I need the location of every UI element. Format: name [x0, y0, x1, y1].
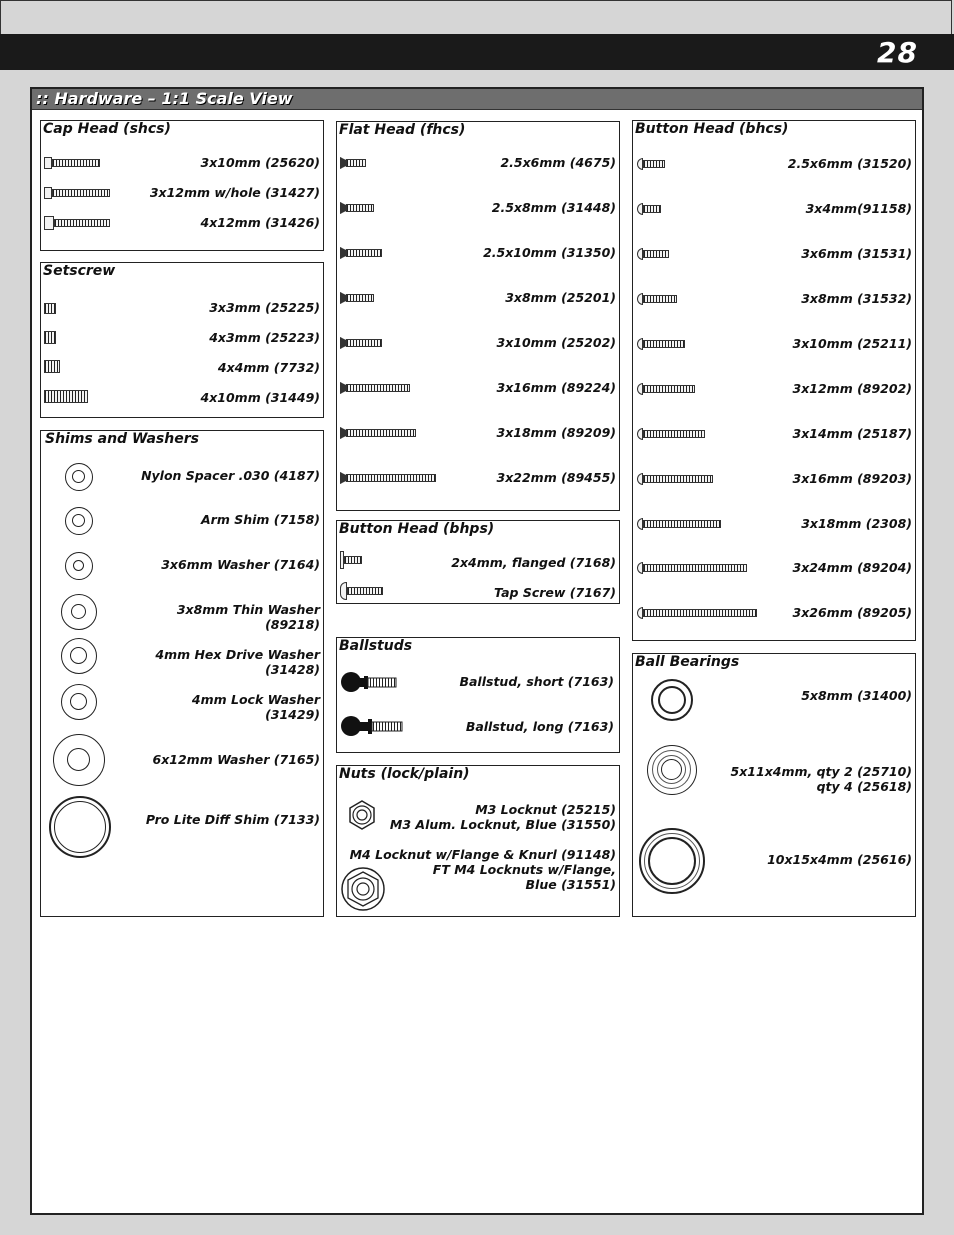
item-label: 3x8mm Thin Washer	[176, 602, 320, 617]
item-label: 3x8mm (25201)	[505, 290, 616, 305]
hardware-section	[30, 87, 924, 1215]
item-label: 3x3mm (25225)	[209, 300, 320, 315]
bearing-icon	[639, 828, 705, 894]
diff-shim-icon	[49, 796, 111, 858]
item-label: 3x10mm (25620)	[200, 155, 320, 170]
item-label: 4x12mm (31426)	[200, 215, 320, 230]
item-label: 3x12mm w/hole (31427)	[149, 185, 320, 200]
item-label: 3x6mm Washer (7164)	[161, 557, 320, 572]
section-header	[32, 89, 922, 110]
item-label: 5x8mm (31400)	[801, 688, 912, 703]
ballstuds-panel	[336, 637, 620, 753]
panel-title: Flat Head (fhcs)	[339, 122, 466, 138]
flanged-nut-icon	[340, 866, 386, 912]
item-label: 6x12mm Washer (7165)	[152, 752, 320, 767]
page-top-frame	[0, 0, 952, 34]
ballstud-icon	[340, 714, 406, 740]
shims-washers-panel	[40, 430, 324, 917]
item-label: FT M4 Locknuts w/Flange,	[432, 862, 616, 877]
panel-title: Setscrew	[43, 263, 116, 279]
item-label: 3x8mm (31532)	[801, 291, 912, 306]
item-label: 4mm Hex Drive Washer	[155, 647, 320, 662]
item-label: Nylon Spacer .030 (4187)	[141, 468, 320, 483]
lock-washer-icon	[61, 684, 97, 720]
item-label: 3x4mm(91158)	[805, 201, 912, 216]
item-label: 2.5x8mm (31448)	[491, 200, 616, 215]
button-head-bhps-panel	[336, 520, 620, 604]
item-label: 3x16mm (89203)	[792, 471, 912, 486]
item-label: 3x16mm (89224)	[496, 380, 616, 395]
washer-icon	[65, 463, 93, 491]
washer-icon	[65, 552, 93, 580]
screw-icon	[44, 157, 100, 169]
item-label: 4x3mm (25223)	[209, 330, 320, 345]
item-label: Pro Lite Diff Shim (7133)	[145, 812, 320, 827]
item-label: 3x18mm (2308)	[801, 516, 912, 531]
screw-icon	[44, 217, 110, 229]
panel-title: Nuts (lock/plain)	[339, 766, 470, 782]
panel-title: Shims and Washers	[45, 431, 199, 447]
item-label: qty 4 (25618)	[816, 779, 912, 794]
item-label: M3 Alum. Locknut, Blue (31550)	[389, 817, 616, 832]
item-label: M3 Locknut (25215)	[475, 802, 616, 817]
item-label: 4x10mm (31449)	[200, 390, 320, 405]
flat-head-panel	[336, 121, 620, 511]
item-label: 3x18mm (89209)	[496, 425, 616, 440]
item-label: 4mm Lock Washer	[191, 692, 320, 707]
item-label: Tap Screw (7167)	[494, 585, 616, 600]
item-label: 2.5x6mm (4675)	[500, 155, 616, 170]
button-head-bhcs-panel	[632, 120, 916, 641]
washer-icon	[53, 734, 105, 786]
item-label: Blue (31551)	[525, 877, 616, 892]
item-label: 3x12mm (89202)	[792, 381, 912, 396]
page-header-bar	[0, 34, 954, 70]
item-label: 3x14mm (25187)	[792, 426, 912, 441]
bearing-icon	[651, 679, 693, 721]
item-label: Arm Shim (7158)	[201, 512, 320, 527]
section-title: :: Hardware – 1:1 Scale View	[36, 89, 293, 108]
panel-title: Button Head (bhcs)	[635, 121, 789, 137]
ball-bearings-panel	[632, 653, 916, 917]
item-label: 5x11x4mm, qty 2 (25710)	[730, 764, 912, 779]
item-label: 3x26mm (89205)	[792, 605, 912, 620]
item-label: Ballstud, short (7163)	[459, 674, 614, 689]
item-label: (89218)	[265, 617, 320, 632]
item-label: 3x6mm (31531)	[801, 246, 912, 261]
panel-title: Ball Bearings	[635, 654, 740, 670]
washer-icon	[61, 594, 97, 630]
item-label: Ballstud, long (7163)	[465, 719, 614, 734]
item-label: 4x4mm (7732)	[217, 360, 320, 375]
bearing-icon	[647, 745, 697, 795]
setscrew-panel	[40, 262, 324, 418]
panel-title: Cap Head (shcs)	[43, 121, 171, 137]
item-label: (31428)	[265, 662, 320, 677]
item-label: 2.5x6mm (31520)	[787, 156, 912, 171]
item-label: 2.5x10mm (31350)	[483, 245, 616, 260]
item-label: 3x22mm (89455)	[496, 470, 616, 485]
item-label: 2x4mm, flanged (7168)	[451, 555, 616, 570]
washer-icon	[61, 638, 97, 674]
panel-title: Button Head (bhps)	[339, 521, 495, 537]
item-label: (31429)	[265, 707, 320, 722]
page-number: 28	[877, 36, 918, 69]
cap-head-panel	[40, 120, 324, 251]
item-label: 3x24mm (89204)	[792, 560, 912, 575]
nuts-panel	[336, 765, 620, 917]
ballstud-icon	[340, 670, 400, 696]
washer-icon	[65, 507, 93, 535]
screw-icon	[44, 187, 110, 199]
item-label: 10x15x4mm (25616)	[767, 852, 912, 867]
item-label: 3x10mm (25211)	[792, 336, 912, 351]
hex-nut-icon	[347, 800, 377, 830]
item-label: 3x10mm (25202)	[496, 335, 616, 350]
item-label: M4 Locknut w/Flange & Knurl (91148)	[349, 847, 616, 862]
panel-title: Ballstuds	[339, 638, 413, 654]
